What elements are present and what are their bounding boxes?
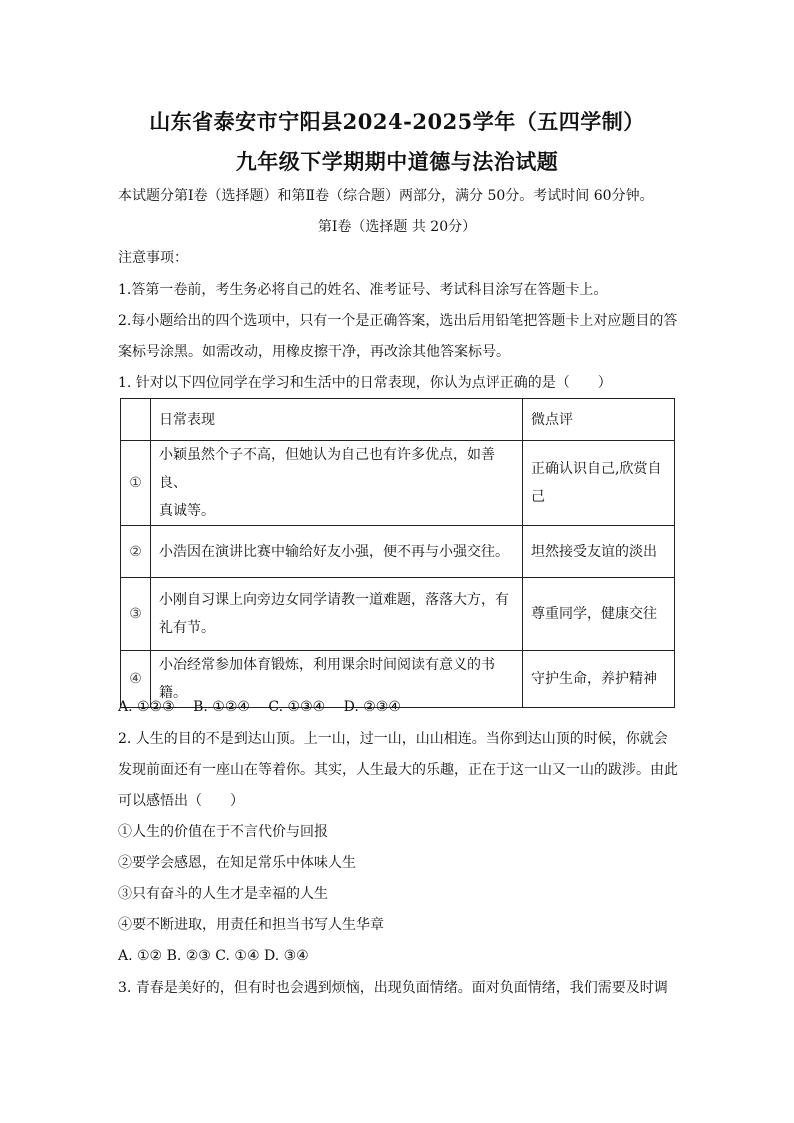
table-header-behavior: 日常表现 <box>151 399 523 441</box>
exam-intro: 本试题分第Ⅰ卷（选择题）和第Ⅱ卷（综合题）两部分，满分 50分。考试时间 60分钟。 <box>118 188 654 204</box>
row-comment-line1: 守护生命，养护精神 <box>531 671 657 687</box>
row-behavior-line1: 小冶经常参加体育锻炼，利用课余时间阅读有意义的书籍。 <box>159 657 495 701</box>
row-comment-line1: 尊重同学，健康交往 <box>531 606 657 622</box>
question-3-stem-line1: 3. 青春是美好的，但有时也会遇到烦恼，出现负面情绪。面对负面情绪，我们需要及时调 <box>118 980 668 996</box>
notice-heading: 注意事项： <box>118 250 188 266</box>
row-behavior-line2: 礼有节。 <box>159 620 215 636</box>
row-behavior-line1: 小刚自习课上向旁边女同学请教一道难题，落落大方，有 <box>159 592 509 608</box>
table-row <box>121 441 675 526</box>
row-behavior <box>151 526 523 578</box>
question-2-stem-line2: 发现前面还有一座山在等着你。其实，人生最大的乐趣，正在于这一山又一山的跋涉。由此 <box>118 762 678 778</box>
question-2-item-4: ④要不断进取，用责任和担当书写人生华章 <box>118 917 384 933</box>
row-number: ③ <box>121 578 151 651</box>
row-comment <box>523 526 675 578</box>
table-header-row <box>121 399 675 441</box>
question-2-stem-line3: 可以感悟出（ ） <box>118 793 244 809</box>
question-2-options: A. ①② B. ②③ C. ①④ D. ③④ <box>118 948 309 964</box>
row-comment-line1: 正确认识自己,欣赏自 <box>531 461 662 477</box>
question-1-options: A. ①②③ B. ①②④ C. ①③④ D. ②③④ <box>118 699 401 715</box>
table-header-blank <box>121 399 151 441</box>
table-header-comment: 微点评 <box>523 399 675 441</box>
exam-title-line1: 山东省泰安市宁阳县2024-2025学年（五四学制） <box>149 109 645 134</box>
row-comment <box>523 441 675 526</box>
row-comment <box>523 578 675 651</box>
row-behavior-line1: 小颖虽然个子不高，但她认为自己也有许多优点，如善良、 <box>159 447 495 491</box>
section-title: 第Ⅰ卷（选择题 共 20分） <box>317 219 477 235</box>
question-2-item-3: ③只有奋斗的人生才是幸福的人生 <box>118 886 328 902</box>
row-comment-line1: 坦然接受友谊的淡出 <box>531 543 657 560</box>
question-2-stem-line1: 2. 人生的目的不是到达山顶。上一山，过一山，山山相连。当你到达山顶的时候，你就会 <box>118 731 668 747</box>
notice-item-1: 1.答第一卷前，考生务必将自己的姓名、准考证号、考试科目涂写在答题卡上。 <box>118 282 608 298</box>
row-behavior-line1: 小浩因在演讲比赛中输给好友小强，便不再与小强交往。 <box>159 543 509 560</box>
row-behavior <box>151 441 523 526</box>
exam-title-line2: 九年级下学期期中道德与法治试题 <box>235 149 559 174</box>
row-behavior <box>151 578 523 651</box>
row-behavior-line2: 真诚等。 <box>159 503 215 519</box>
row-comment-line2: 己 <box>531 489 545 505</box>
question-2-item-2: ②要学会感恩，在知足常乐中体味人生 <box>118 855 356 871</box>
notice-item-2-line1: 2.每小题给出的四个选项中，只有一个是正确答案，选出后用铅笔把答题卡上对应题目的答 <box>118 313 678 329</box>
row-number: ④ <box>121 651 151 708</box>
question-2-item-1: ①人生的价值在于不言代价与回报 <box>118 824 328 840</box>
notice-item-2-line2: 案标号涂黑。如需改动，用橡皮擦干净，再改涂其他答案标号。 <box>118 344 510 360</box>
question-1-table <box>120 398 675 708</box>
row-number: ① <box>121 441 151 526</box>
row-number: ② <box>121 526 151 578</box>
question-1-stem: 1. 针对以下四位同学在学习和生活中的日常表现，你认为点评正确的是（ ） <box>118 375 612 391</box>
table-row <box>121 526 675 578</box>
table-row <box>121 578 675 651</box>
